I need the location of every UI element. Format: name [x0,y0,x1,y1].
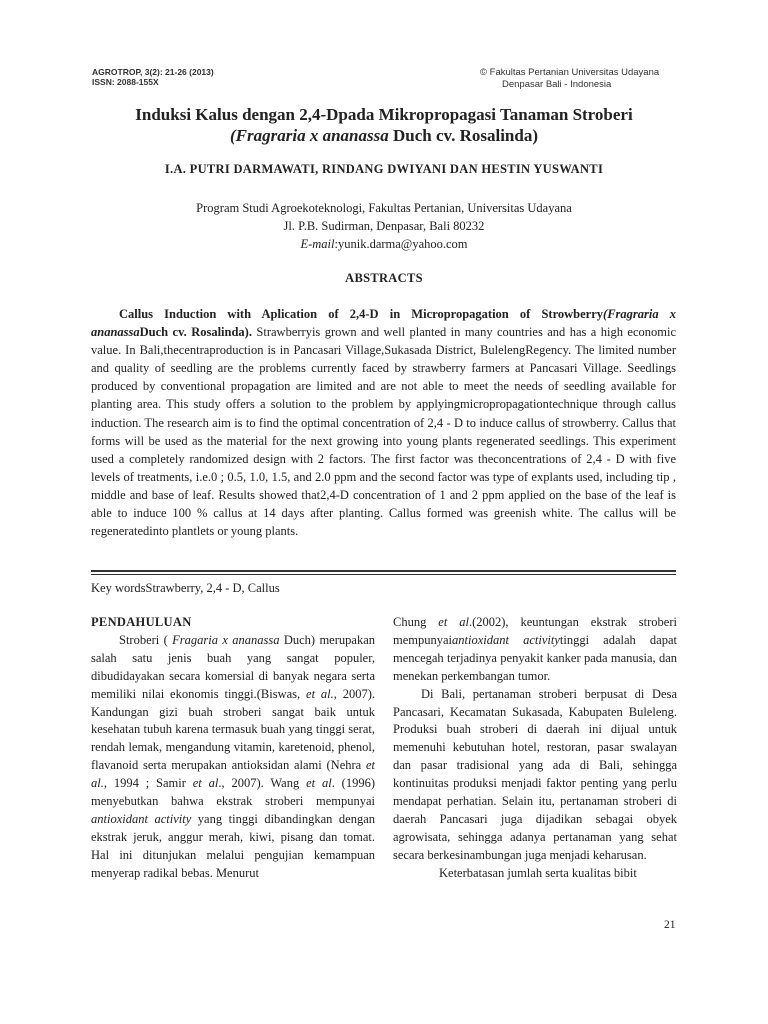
section-heading: PENDAHULUAN [91,615,192,629]
title-line-2 [60,125,708,146]
abstract-cultivar: Duch cv. Rosalinda). [139,325,252,340]
affiliation-email [60,235,708,253]
title-cultivar: Duch cv. Rosalinda) [388,126,538,145]
paper-title [60,104,708,146]
abstract-species: (Fragraria x ananassa [91,307,676,340]
intro-paragraph-3: Di Bali, pertanaman stroberi berpusat di Desa Pancasari, Kecamatan Sukasada, Kabupaten Buleleng. Produksi buah stroberi di daerah ini dijual untuk memenuhi kebutuhan hotel, restoran, pasar swalayan dan pasar tradisional yang ada di Bali, sehingga kontinuitas produksi menjadi faktor penting yang perlu mendapat perhatian. Selain itu, pertanaman stroberi di daerah Pancasari juga dijadikan sebagai obyek agrowisata, sehingga adanya pertanaman yang sehat secara berkesinambungan juga menjadi keharusan. [393,686,677,862]
keywords: Key wordsStrawberry, 2,4 - D, Callus [91,581,280,595]
divider-thin [91,574,676,575]
right-column [393,614,677,883]
copyright-icon: © [480,67,487,78]
divider-thick [91,570,676,572]
abstract-body [91,305,676,540]
publisher-header [480,67,659,91]
intro-paragraph-4: Keterbatasan jumlah serta kualitas bibit [439,865,637,880]
intro-paragraph-1: Stroberi ( Fragaria x ananassa Duch) merupakan salah satu jenis buah yang sangat populer, dibudidayakan secara komersial di banyak negara serta memiliki nilai ekonomis tinggi.(Biswas, et al., 2007). Kandungan gizi buah stroberi sangat baik untuk kesehatan tubuh karena termasuk buah yang tinggi serat, rendah lemak, mengandung vitamin, karetenoid, phenol, flavanoid serta merupakan antioksidan alami (Nehra et al., 1994 ; Samir et al., 2007). Wang et al. (1996) menyebutkan bahwa ekstrak stroberi mempunyai antioxidant activity yang tinggi dibandingkan dengan ekstrak jeruk, anggur merah, kiwi, pisang dan tomat. Hal ini ditunjukan melalui pengujian kemampuan menyerap radikal bebas. Menurut [91,632,375,880]
journal-header [92,67,214,87]
affiliation-line-2: Jl. P.B. Sudirman, Denpasar, Bali 80232 [283,219,485,233]
email-label: E-mail [300,237,335,251]
abstract-text: Strawberryis grown and well planted in many countries and has a high economic value. In Bali,thecentraproduction is in Pancasari Village,Sukasada District, BulelengRegency. The limited number and quality of seedling are the problems currently faced by strawberry farmers at Pancasari Village. Seedlings produced by conventional propagation are limited and are not able to meet the needs of seedling available for planting area. This study offers a solution to the problem by applyingmicropropagationtechnique through callus induction. The research aim is to find the optimal concentration of 2,4 - D to induce callus of strowberry. Callus that forms will be used as the material for the next growing into young plants regenerated seedlings. This experiment used a completely randomized design with 2 factors. The first factor was theconcentrations of 2,4 - D with five levels of treatments, i.e.0 ; 0.5, 1.0, 1.5, and 2.0 ppm and the second factor was type of explants used, including tip , middle and base of leaf. Results showed that2,4-D concentration of 1 and 2 ppm applied on the base of the leaf is able to induce 100 % callus at 14 days after planting. Callus formed was greenish white. The callus will be regeneratedinto plantlets or young plants. [91,325,677,539]
email-value: :yunik.darma@yahoo.com [334,237,468,251]
publisher-line-1: Fakultas Pertanian Universitas Udayana [489,67,660,78]
abstract-heading: ABSTRACTS [345,271,423,285]
intro-paragraph-2: Chung et al.(2002), keuntungan ekstrak stroberi mempunyaiantioxidant activitytinggi adalah dapat mencegah terjadinya penyakit kanker pada manusia, dan menekan perkembangan tumor. [393,615,677,683]
abstract-title: Callus Induction with Aplication of 2,4-D in Micropropagation of Strowberry [119,307,604,321]
left-column [91,614,375,883]
publisher-line-2: Denpasar Bali - Indonesia [502,79,612,90]
journal-issn: ISSN: 2088-155X [92,77,159,87]
page-number: 21 [664,919,676,931]
affiliation-line-1: Program Studi Agroekoteknologi, Fakultas Pertanian, Universitas Udayana [196,201,572,215]
journal-citation: AGROTROP, 3(2): 21-26 (2013) [92,67,214,77]
affiliation [60,199,708,253]
title-line-1: Induksi Kalus dengan 2,4-Dpada Mikropropagasi Tanaman Stroberi [135,105,633,124]
title-species: (Fragraria x ananassa [230,126,389,145]
author-list: I.A. PUTRI DARMAWATI, RINDANG DWIYANI DAN HESTIN YUSWANTI [164,162,604,176]
